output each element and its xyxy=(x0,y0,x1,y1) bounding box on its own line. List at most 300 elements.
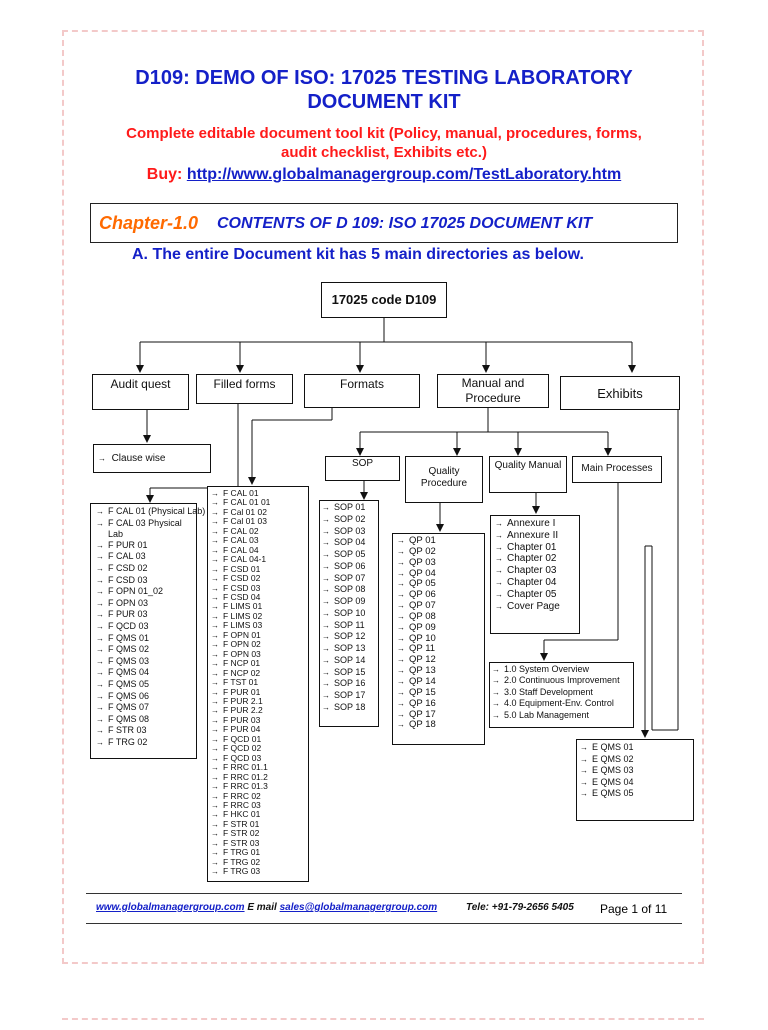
list-item-label: F CAL 01 xyxy=(223,488,259,498)
list-item xyxy=(96,737,205,749)
list-item-label: QP 07 xyxy=(409,600,436,612)
list-item-label: F CSD 02 xyxy=(223,573,261,584)
list-item-label: F RRC 01.3 xyxy=(223,781,268,792)
list-item xyxy=(322,678,365,690)
footer-page-number: Page 1 of 11 xyxy=(600,902,668,916)
list-item xyxy=(580,765,634,777)
arrow-icon: → xyxy=(492,665,500,674)
list-item-label: F QCD 03 xyxy=(108,620,149,631)
arrow-icon: → xyxy=(96,621,104,631)
list-item-label: 4.0 Equipment-Env. Control xyxy=(504,698,614,709)
arrow-icon: → xyxy=(495,530,503,540)
list-item xyxy=(96,679,205,691)
arrow-icon: → xyxy=(96,610,104,620)
list-item-label: 2.0 Continuous Improvement xyxy=(504,675,620,686)
list-item-label: F TRG 02 xyxy=(108,736,148,747)
arrow-icon: → xyxy=(211,715,219,725)
list-item-label: F PUR 2.2 xyxy=(223,705,263,716)
arrow-icon: → xyxy=(211,507,219,517)
list-item-label: F QMS 06 xyxy=(108,690,150,701)
list-item-label: F OPN 01 xyxy=(223,629,261,640)
list-item xyxy=(495,601,560,613)
list-item-label: 3.0 Staff Development xyxy=(504,686,593,697)
list-item xyxy=(492,710,620,721)
list-item xyxy=(96,609,205,621)
list-item xyxy=(96,551,205,563)
sub-quality-procedure xyxy=(405,456,483,503)
dir-manual-procedure xyxy=(437,374,549,408)
arrow-icon: → xyxy=(96,552,104,562)
list-item xyxy=(580,788,634,800)
list-item-label: F QMS 03 xyxy=(108,655,150,666)
arrow-icon: → xyxy=(211,545,219,555)
arrow-icon: → xyxy=(211,734,219,744)
list-item-label: F PUR 2.1 xyxy=(223,695,263,706)
list-item-label: F STR 02 xyxy=(223,828,260,839)
chapter-title: CONTENTS OF D 109: ISO 17025 DOCUMENT KIT xyxy=(217,215,593,232)
arrow-icon: → xyxy=(211,857,219,867)
list-item xyxy=(397,720,436,731)
intro-text: A. The entire Document kit has 5 main directories as below. xyxy=(132,246,584,263)
arrow-icon: → xyxy=(96,668,104,678)
arrow-icon: → xyxy=(211,829,219,839)
arrow-icon: → xyxy=(322,608,330,618)
list-item-label: QP 02 xyxy=(409,545,436,557)
list-item-label: F CAL 03 xyxy=(223,535,259,546)
list-item-label: QP 09 xyxy=(409,621,436,633)
list-item-label: F QMS 04 xyxy=(108,667,150,678)
list-item-label: F PUR 04 xyxy=(223,724,261,735)
list-item-label: SOP 15 xyxy=(334,666,366,677)
arrow-icon: → xyxy=(96,563,104,573)
list-item-label: QP 15 xyxy=(409,686,436,698)
filled-list xyxy=(211,489,270,877)
qp-list xyxy=(397,536,436,731)
buy-link[interactable]: http://www.globalmanagergroup.com/TestLaboratory.htm xyxy=(186,166,622,183)
list-item xyxy=(322,620,365,632)
arrow-icon: → xyxy=(211,526,219,536)
list-item xyxy=(96,575,205,587)
arrow-icon: → xyxy=(397,601,405,611)
arrow-icon: → xyxy=(495,589,503,599)
list-item-label: F QMS 05 xyxy=(108,678,150,689)
list-item xyxy=(322,514,365,526)
footer xyxy=(86,893,682,924)
list-item-label: Cover Page xyxy=(507,600,560,612)
list-item-label: SOP 17 xyxy=(334,690,366,700)
list-item-label: F QMS 08 xyxy=(108,713,150,724)
list-item-label: F TRG 02 xyxy=(223,856,261,867)
list-item-label: Chapter 03 xyxy=(507,565,557,577)
clause-wise-box: → Clause wise xyxy=(93,444,211,473)
arrow-icon: → xyxy=(211,848,219,858)
arrow-icon: → xyxy=(211,564,219,574)
list-item-label: E QMS 03 xyxy=(592,765,634,775)
list-item xyxy=(96,621,205,633)
list-item xyxy=(211,867,270,876)
arrow-icon: → xyxy=(211,791,219,801)
list-item xyxy=(495,553,560,565)
arrow-icon: → xyxy=(397,622,405,632)
list-item xyxy=(322,631,365,643)
footer-website-link[interactable]: www.globalmanagergroup.com xyxy=(96,902,245,913)
list-item-label: QP 03 xyxy=(409,556,436,568)
arrow-icon: → xyxy=(211,753,219,763)
arrow-icon: → xyxy=(211,489,219,498)
list-item-label: SOP 06 xyxy=(334,560,366,571)
list-item-label: SOP 18 xyxy=(334,701,366,712)
arrow-icon: → xyxy=(211,517,219,527)
arrow-icon: → xyxy=(211,630,219,640)
arrow-icon: → xyxy=(211,621,219,631)
arrow-icon: → xyxy=(96,518,104,528)
list-item-label: SOP 12 xyxy=(334,631,366,642)
arrow-icon: → xyxy=(96,691,104,701)
list-item-label: F RRC 03 xyxy=(223,799,261,810)
arrow-icon: → xyxy=(580,754,588,764)
arrow-icon: → xyxy=(397,568,405,578)
list-item-label: F CAL 04-1 xyxy=(223,554,267,565)
list-item-label: E QMS 05 xyxy=(592,788,634,798)
list-item-label: F CSD 03 xyxy=(223,582,261,593)
arrow-icon: → xyxy=(322,702,330,712)
arrow-icon: → xyxy=(322,655,330,665)
arrow-icon: → xyxy=(397,536,405,545)
list-item-label: F CSD 01 xyxy=(223,563,261,574)
arrow-icon: → xyxy=(495,519,503,528)
list-item-label: F QCD 03 xyxy=(223,752,262,763)
list-item xyxy=(96,518,205,530)
arrow-icon: → xyxy=(211,649,219,659)
arrow-icon: → xyxy=(397,698,405,708)
list-item xyxy=(322,502,365,514)
list-item xyxy=(322,655,365,667)
list-item-label: SOP 09 xyxy=(334,596,366,606)
list-item xyxy=(96,633,205,645)
arrow-icon: → xyxy=(397,676,405,686)
arrow-icon: → xyxy=(495,601,503,611)
list-item-label: F QMS 02 xyxy=(108,644,150,655)
list-item-label: SOP 07 xyxy=(334,572,366,583)
title-line-2: DOCUMENT KIT xyxy=(307,91,461,113)
list-item-label: QP 13 xyxy=(409,665,436,677)
arrow-icon: → xyxy=(96,679,104,689)
arrow-icon: → xyxy=(492,710,500,720)
dir-exhibits: Exhibits xyxy=(560,376,680,410)
arrow-icon: → xyxy=(495,577,503,587)
arrow-icon: → xyxy=(211,810,219,820)
arrow-icon: → xyxy=(495,554,503,564)
arrow-icon: → xyxy=(96,598,104,608)
list-item xyxy=(495,518,560,530)
list-item-label: F OPN 03 xyxy=(108,597,149,608)
list-item-label: SOP 10 xyxy=(334,607,366,618)
list-item-label: F PUR 01 xyxy=(108,539,148,550)
list-item-label: F STR 01 xyxy=(223,818,260,829)
list-item-label: QP 18 xyxy=(409,719,436,731)
list-item-label: SOP 16 xyxy=(334,678,366,689)
arrow-icon: → xyxy=(96,714,104,724)
chapter-number: Chapter-1.0 xyxy=(99,213,199,233)
list-item-label: F RRC 01.1 xyxy=(223,762,268,773)
list-item-label: SOP 13 xyxy=(334,643,366,653)
arrow-icon: → xyxy=(397,655,405,665)
list-item-label: F CAL 02 xyxy=(223,525,259,536)
list-item-label: F QCD 01 xyxy=(223,733,262,744)
list-item-label: SOP 04 xyxy=(334,537,366,548)
list-item-label: QP 10 xyxy=(409,632,436,644)
arrow-icon: → xyxy=(322,514,330,524)
list-item-label: F CSD 02 xyxy=(108,562,148,573)
list-item-label: E QMS 04 xyxy=(592,776,634,787)
list-item xyxy=(495,542,560,554)
list-item-label: F CAL 03 xyxy=(108,551,146,562)
arrow-icon: → xyxy=(211,555,219,565)
list-item-label: F CAL 01 (Physical Lab) xyxy=(108,506,206,516)
arrow-icon: → xyxy=(322,573,330,583)
list-item-label: QP 06 xyxy=(409,589,436,601)
list-item-label: F CSD 04 xyxy=(223,591,261,602)
list-item-label: E QMS 01 xyxy=(592,742,634,752)
dir-manual-line-2: Procedure xyxy=(465,391,521,405)
list-item-label: QP 01 xyxy=(409,535,436,546)
list-item-label: F STR 03 xyxy=(108,725,147,736)
arrow-icon: → xyxy=(397,611,405,621)
arrow-icon: → xyxy=(322,667,330,677)
footer-email-link[interactable]: sales@globalmanagergroup.com xyxy=(279,902,438,913)
arrow-icon: → xyxy=(211,744,219,754)
list-item-label: F NCP 02 xyxy=(223,667,261,678)
arrow-icon: → xyxy=(211,819,219,829)
list-item-label: F CAL 03 Physical xyxy=(108,517,182,528)
list-item-label: F NCP 01 xyxy=(223,658,261,669)
dir-filled-forms: Filled forms xyxy=(196,374,293,404)
mp-list xyxy=(492,664,620,721)
list-item-label: Annexure II xyxy=(507,529,559,541)
arrow-icon: → xyxy=(397,687,405,697)
arrow-icon: → xyxy=(211,611,219,621)
quality-proc-line-2: Procedure xyxy=(420,478,468,489)
list-item-label: Chapter 04 xyxy=(507,576,557,588)
arrow-icon: → xyxy=(96,726,104,736)
list-item-label: F PUR 03 xyxy=(223,714,261,725)
list-item-label: F QCD 02 xyxy=(223,743,262,754)
list-item xyxy=(96,586,205,598)
list-item xyxy=(96,714,205,726)
arrow-icon: → xyxy=(397,557,405,567)
list-item-label: F RRC 02 xyxy=(223,790,261,801)
dir-audit-quest: Audit quest xyxy=(92,374,189,410)
list-item-label: F PUR 03 xyxy=(108,609,148,620)
arrow-icon: → xyxy=(96,575,104,585)
arrow-icon: → xyxy=(211,659,219,669)
list-item-label: SOP 14 xyxy=(334,654,366,665)
arrow-icon: → xyxy=(96,633,104,643)
list-item xyxy=(322,667,365,679)
list-item xyxy=(322,537,365,549)
qm-list xyxy=(495,518,560,612)
list-item xyxy=(495,577,560,589)
list-item-label: 1.0 System Overview xyxy=(504,664,590,674)
list-item xyxy=(495,589,560,601)
list-item-label: SOP 01 xyxy=(334,502,366,512)
sop-list xyxy=(322,502,365,714)
list-item-label: QP 17 xyxy=(409,708,436,720)
footer-email-label: E mail xyxy=(247,902,277,913)
list-item-label: SOP 02 xyxy=(334,513,366,524)
list-item-label: Chapter 01 xyxy=(507,541,557,553)
arrow-icon: → xyxy=(397,709,405,719)
arrow-icon: → xyxy=(580,789,588,798)
arrow-icon: → xyxy=(211,867,219,877)
arrow-icon: → xyxy=(211,800,219,810)
list-item-label: F LIMS 02 xyxy=(223,610,263,621)
list-item-label: F Cal 01 03 xyxy=(223,516,267,527)
arrow-icon: → xyxy=(211,772,219,782)
arrow-icon: → xyxy=(211,668,219,678)
arrow-icon: → xyxy=(397,666,405,676)
arrow-icon: → xyxy=(322,691,330,700)
list-item-label: F TRG 01 xyxy=(223,847,261,858)
arrow-icon: → xyxy=(211,640,219,650)
audit-list xyxy=(96,506,205,748)
list-item-label: SOP 11 xyxy=(334,619,365,630)
list-item-label: F CSD 03 xyxy=(108,574,148,585)
list-item xyxy=(322,549,365,561)
list-item xyxy=(495,565,560,577)
list-item-label: QP 08 xyxy=(409,610,436,622)
arrow-icon: → xyxy=(211,574,219,584)
sub-sop: SOP xyxy=(325,456,400,481)
list-item-label: F QMS 07 xyxy=(108,702,150,713)
arrow-icon: → xyxy=(322,679,330,689)
arrow-icon: → xyxy=(322,503,330,512)
quality-proc-line-1: Quality xyxy=(428,466,460,477)
arrow-icon: → xyxy=(211,706,219,716)
arrow-icon: → xyxy=(211,763,219,773)
list-item xyxy=(492,664,620,675)
arrow-icon: → xyxy=(492,687,500,697)
arrow-icon: → xyxy=(580,777,588,787)
list-item-label: SOP 03 xyxy=(334,525,366,536)
list-item-label: Lab xyxy=(108,529,124,540)
root-box: 17025 code D109 xyxy=(321,282,447,318)
list-item-label: E QMS 02 xyxy=(592,753,634,764)
list-item xyxy=(96,656,205,668)
list-item xyxy=(322,573,365,585)
list-item xyxy=(322,584,365,596)
arrow-icon: → xyxy=(211,838,219,848)
list-item xyxy=(96,702,205,714)
title-line-1: D109: DEMO OF ISO: 17025 TESTING LABORATORY xyxy=(135,67,633,89)
list-item xyxy=(580,777,634,789)
list-item-label: F OPN 02 xyxy=(223,639,261,650)
list-item-label: F OPN 01_02 xyxy=(108,586,164,597)
arrow-icon: → xyxy=(211,782,219,792)
arrow-icon: → xyxy=(96,656,104,666)
arrow-icon: → xyxy=(322,550,330,559)
arrow-icon: → xyxy=(322,597,330,606)
list-item-label: F OPN 03 xyxy=(223,648,261,659)
list-item xyxy=(96,725,205,737)
list-item xyxy=(492,675,620,686)
list-item-label: F CAL 01 01 xyxy=(223,497,271,508)
list-item-label: 5.0 Lab Management xyxy=(504,709,590,720)
list-item-label: QP 11 xyxy=(409,643,436,655)
list-item-label: QP 12 xyxy=(409,654,436,666)
list-item-label: F TRG 03 xyxy=(223,866,261,877)
arrow-icon: → xyxy=(211,583,219,593)
list-item-label: Annexure I xyxy=(507,518,556,529)
list-item xyxy=(322,561,365,573)
list-item xyxy=(96,506,205,518)
list-item xyxy=(492,687,620,698)
arrow-icon: → xyxy=(211,678,219,688)
list-item-label: F LIMS 01 xyxy=(223,601,263,612)
arrow-icon: → xyxy=(322,644,330,653)
dir-manual-line-1: Manual and xyxy=(461,376,525,390)
arrow-icon: → xyxy=(211,592,219,602)
arrow-icon: → xyxy=(397,633,405,643)
footer-tele: Tele: +91-79-2656 5405 xyxy=(466,902,574,913)
arrow-icon: → xyxy=(322,632,330,642)
list-item xyxy=(322,690,365,702)
list-item-label: F PUR 01 xyxy=(223,686,261,697)
list-item-label: F LIMS 03 xyxy=(223,620,263,631)
list-item xyxy=(580,754,634,766)
arrow-icon: → xyxy=(96,507,104,516)
arrow-icon: → xyxy=(492,699,500,709)
arrow-icon: → xyxy=(211,725,219,735)
list-item-label: F RRC 01.2 xyxy=(223,771,268,782)
list-item-label: F CAL 04 xyxy=(223,544,259,555)
list-item-label: SOP 08 xyxy=(334,584,366,595)
list-item xyxy=(322,596,365,608)
arrow-icon: → xyxy=(397,546,405,556)
arrow-icon: → xyxy=(580,766,588,775)
list-item-label: F STR 03 xyxy=(223,837,260,848)
list-item xyxy=(322,643,365,655)
arrow-icon: → xyxy=(580,743,588,752)
arrow-icon: → xyxy=(96,540,104,550)
list-item xyxy=(96,563,205,575)
list-item xyxy=(322,526,365,538)
arrow-icon: → xyxy=(397,579,405,589)
list-item-label: Chapter 05 xyxy=(507,588,557,600)
arrow-icon: → xyxy=(211,536,219,546)
subtitle-line-2: audit checklist, Exhibits etc.) xyxy=(281,144,487,161)
list-item xyxy=(96,644,205,656)
arrow-icon: → xyxy=(397,590,405,600)
arrow-icon: → xyxy=(492,676,500,686)
sub-quality-manual: Quality Manual xyxy=(489,456,567,493)
arrow-icon: → xyxy=(96,587,104,597)
list-item-label: QP 16 xyxy=(409,697,436,709)
list-item xyxy=(492,698,620,709)
list-item xyxy=(96,598,205,610)
clause-wise-label: Clause wise xyxy=(111,453,166,464)
arrow-icon: → xyxy=(322,538,330,548)
dir-formats: Formats xyxy=(304,374,420,408)
arrow-icon: → xyxy=(96,703,104,713)
arrow-icon: → xyxy=(322,561,330,571)
arrow-icon: → xyxy=(211,498,219,508)
arrow-icon: → xyxy=(96,645,104,655)
list-item-label: F QMS 01 xyxy=(108,632,150,643)
arrow-icon: → xyxy=(322,526,330,536)
list-item-label: F TST 01 xyxy=(223,677,259,688)
arrow-icon: → xyxy=(397,720,405,730)
